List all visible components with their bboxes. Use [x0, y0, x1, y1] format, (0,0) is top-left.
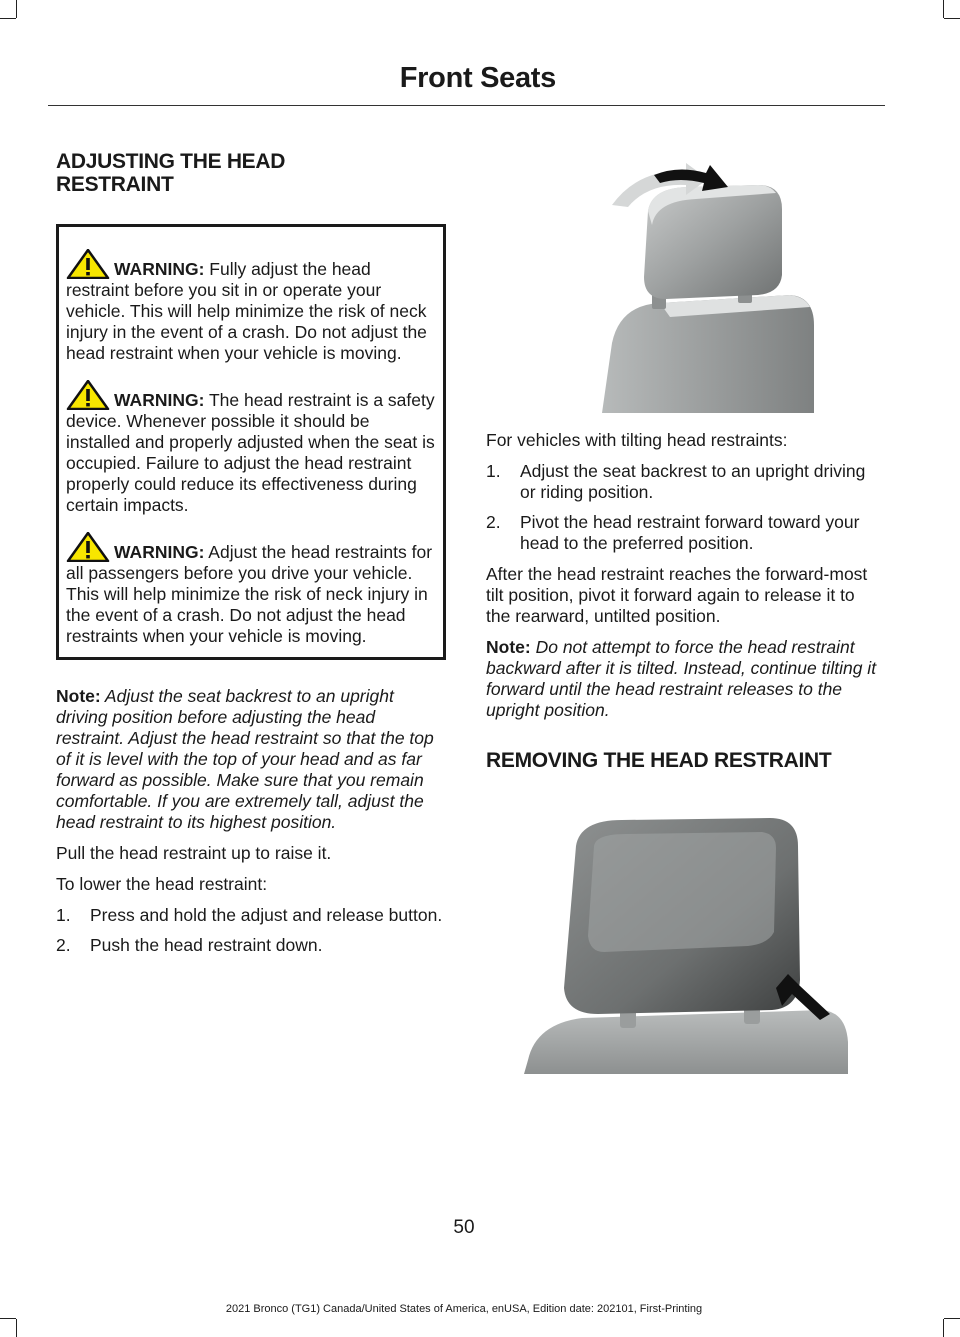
section-heading-adjusting: ADJUSTING THE HEAD RESTRAINT [56, 150, 286, 196]
crop-mark [944, 1318, 960, 1319]
lower-steps [56, 905, 446, 956]
lower-intro: To lower the head restraint: [56, 874, 268, 894]
list-item: 1. Press and hold the adjust and release button. [56, 905, 443, 925]
direction-arrow-icon [608, 161, 738, 211]
warning-item: WARNING: Fully adjust the head restraint before you sit in or operate your vehicle. This will help minimize the risk of neck injury in the event of a crash. Do not adjust the head restraint when your vehicle is moving. [66, 249, 436, 364]
crop-mark [0, 1318, 16, 1319]
page-number: 50 [453, 1217, 475, 1238]
warning-triangle-icon [66, 249, 110, 279]
after-text: After the head restraint reaches the forward-most tilt position, pivot it forward again to release it to the rearward, untilted position. [486, 564, 868, 626]
tilt-intro: For vehicles with tilting head restraints: [486, 430, 788, 450]
list-item: 2. Push the head restraint down. [56, 935, 323, 955]
crop-mark [943, 0, 944, 18]
left-column [56, 150, 446, 966]
direction-arrow-icon [774, 972, 834, 1022]
figure-removing-head-restraint [522, 812, 852, 1080]
header-rule [48, 105, 885, 106]
section-heading-removing: REMOVING THE HEAD RESTRAINT [486, 749, 832, 772]
raise-text: Pull the head restraint up to raise it. [56, 843, 332, 863]
warning-box [56, 224, 446, 660]
crop-mark [16, 1319, 17, 1337]
list-item: 1. Adjust the seat backrest to an upright driving or riding position. [486, 461, 866, 502]
note-adjust: Note: Adjust the seat backrest to an upright driving position before adjusting the head restraint. Adjust the head restraint so that the top of it is level with the top of your head and as far forward as possible. Make sure that you remain comfortable. If you are extremely tall, adjust the head restraint to its highest position. [56, 686, 434, 832]
list-item: 2. Pivot the head restraint forward toward your head to the preferred position. [486, 512, 860, 553]
figure-tilting-head-restraint [600, 165, 820, 415]
note-tilt: Note: Do not attempt to force the head restraint backward after it is tilted. Instead, continue tilting it forward until the head restraint releases to the upright position. [486, 637, 877, 720]
tilt-steps [486, 461, 882, 554]
warning-item: WARNING: Adjust the head restraints for all passengers before you drive your vehicle. This will help minimize the risk of neck injury in the event of a crash. Do not adjust the head restraints when your vehicle is moving. [66, 532, 436, 647]
footer-edition: 2021 Bronco (TG1) Canada/United States of America, enUSA, Edition date: 202101, First-Printing [225, 1303, 703, 1315]
crop-mark [16, 0, 17, 18]
crop-mark [944, 18, 960, 19]
warning-triangle-icon [66, 380, 110, 410]
right-column [486, 430, 882, 772]
crop-mark [0, 18, 16, 19]
page-header-title: Front Seats [399, 62, 556, 94]
warning-item: WARNING: The head restraint is a safety device. Whenever possible it should be installed and properly adjusted when the seat is occupied. Failure to adjust the head restraint properly could reduce its effectiveness during certain impacts. [66, 380, 436, 516]
crop-mark [943, 1319, 944, 1337]
warning-triangle-icon [66, 532, 110, 562]
